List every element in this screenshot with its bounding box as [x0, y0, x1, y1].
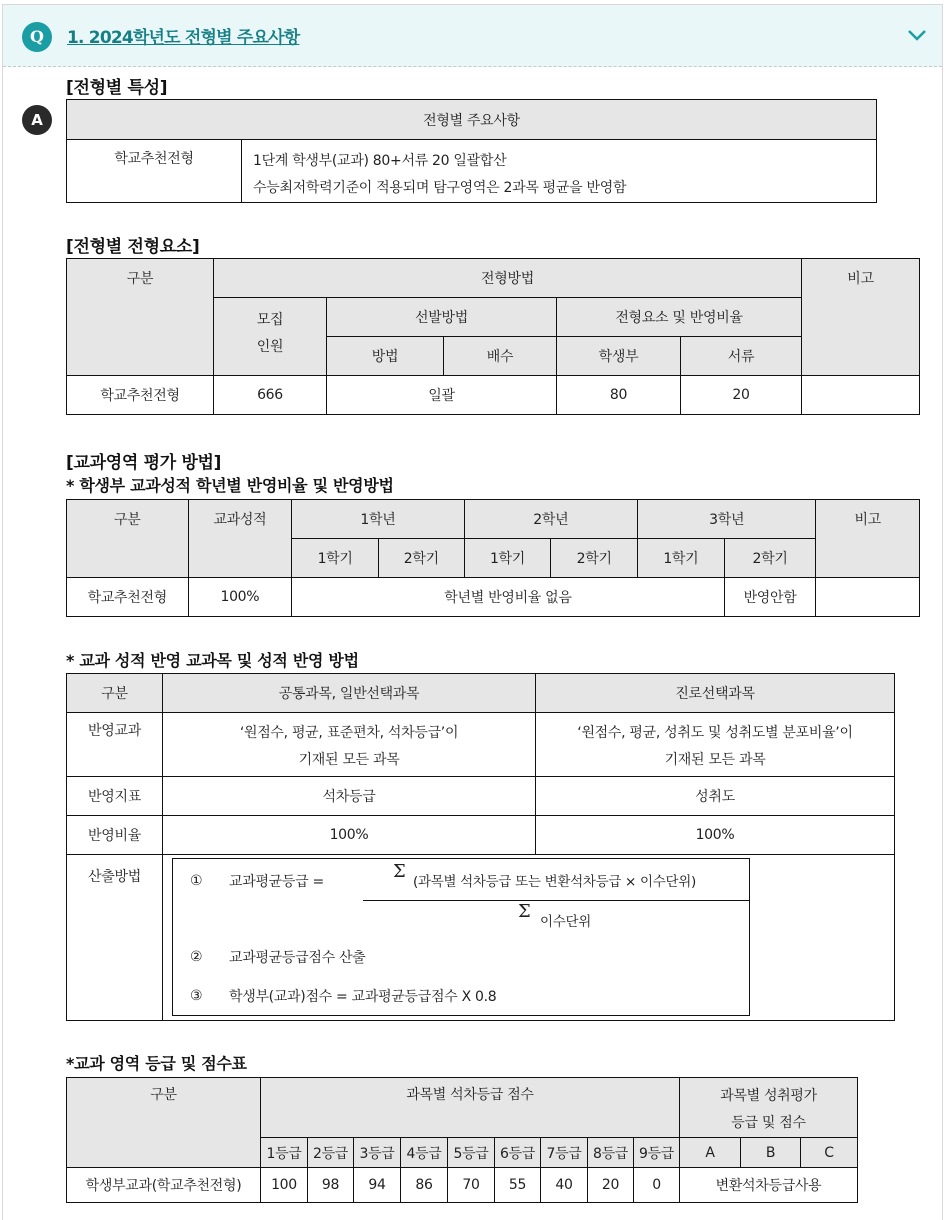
col-elements: 전형요소 및 반영비율	[557, 298, 802, 337]
col-common: 공통과목, 일반선택과목	[163, 674, 536, 713]
col-grade: 5등급	[448, 1138, 495, 1168]
col-achieve	[680, 1078, 858, 1138]
grade-score: 55	[495, 1168, 541, 1203]
career-subjects	[536, 713, 895, 777]
col-achieve-level: B	[741, 1138, 801, 1168]
section-title-characteristics: [전형별 특성]	[66, 78, 168, 98]
col-gubun: 구분	[67, 674, 163, 713]
docs-ratio: 20	[681, 376, 802, 415]
elements-table	[66, 258, 920, 415]
table-header: 전형별 주요사항	[67, 100, 877, 140]
col-semester: 2학기	[551, 539, 638, 578]
col-gubun: 구분	[67, 500, 189, 578]
career-index: 성취도	[536, 777, 895, 816]
row-label: 반영비율	[67, 816, 163, 855]
table-row	[67, 816, 895, 855]
table-row	[67, 777, 895, 816]
sigma-icon: Σ	[518, 901, 531, 922]
col-semester: 1학기	[292, 539, 379, 578]
col-grade: 2등급	[308, 1138, 354, 1168]
grade-score: 0	[634, 1168, 680, 1203]
calc-cell	[163, 855, 895, 1021]
subtitle-grade-table: *교과 영역 등급 및 점수표	[66, 1054, 247, 1073]
col-grade: 1등급	[261, 1138, 308, 1168]
step-number: ②	[190, 949, 203, 965]
col-recruit-line: 인원	[256, 339, 284, 355]
section-title-evaluation: [교과영역 평가 방법]	[66, 453, 222, 473]
col-grade: 6등급	[495, 1138, 541, 1168]
row-label: 산출방법	[67, 855, 163, 1021]
characteristics-table	[66, 99, 877, 203]
section-title-elements: [전형별 전형요소]	[66, 237, 200, 257]
formula-lhs: 교과평균등급 =	[229, 874, 324, 890]
col-grade: 8등급	[588, 1138, 634, 1168]
row-label: 학교추천전형	[67, 140, 242, 203]
grade-score: 40	[541, 1168, 588, 1203]
table-row	[67, 713, 895, 777]
col-select-multiple: 배수	[444, 337, 557, 376]
col-achieve-level: C	[801, 1138, 858, 1168]
recruit-count: 666	[214, 376, 327, 415]
step-2-text: 교과평균등급점수 산출	[229, 950, 366, 966]
col-grade: 9등급	[634, 1138, 680, 1168]
formula-numerator: (과목별 석차등급 또는 변환석차등급 × 이수단위)	[413, 874, 696, 890]
col-semester: 1학기	[464, 539, 551, 578]
characteristics-cell	[242, 140, 877, 203]
year-ratio-table	[66, 499, 920, 617]
question-header[interactable]	[3, 5, 942, 67]
common-line: 기재된 모든 과목	[298, 752, 400, 768]
col-grade: 7등급	[541, 1138, 588, 1168]
col-semester: 1학기	[638, 539, 725, 578]
a-badge-icon: A	[22, 105, 52, 135]
note-cell	[802, 376, 920, 415]
characteristics-line: 1단계 학생부(교과) 80+서류 20 일괄합산	[253, 153, 507, 169]
row-label: 학교추천전형	[67, 578, 189, 617]
grade-score: 98	[308, 1168, 354, 1203]
subtitle-subjects: * 교과 성적 반영 교과목 및 성적 반영 방법	[66, 651, 359, 670]
col-note: 비고	[802, 259, 920, 376]
common-ratio: 100%	[163, 816, 536, 855]
row-label: 학생부교과(학교추천전형)	[67, 1168, 261, 1203]
grade-score: 70	[448, 1168, 495, 1203]
col-achieve-line: 과목별 성취평가	[720, 1088, 817, 1104]
step-number: ①	[190, 873, 203, 889]
year-ratio: 학년별 반영비율 없음	[292, 578, 724, 617]
table-row	[67, 1168, 858, 1203]
col-semester: 2학기	[378, 539, 464, 578]
row-label: 반영지표	[67, 777, 163, 816]
col-grades: 교과성적	[188, 500, 292, 578]
grade-score: 20	[588, 1168, 634, 1203]
grade-score: 100	[261, 1168, 308, 1203]
col-semester: 2학기	[724, 539, 816, 578]
col-select: 선발방법	[327, 298, 557, 337]
subjects-table	[66, 673, 895, 1021]
row-label: 반영교과	[67, 713, 163, 777]
col-recruit-line: 모집	[256, 312, 284, 328]
col-grade: 4등급	[401, 1138, 448, 1168]
col-recruit	[214, 298, 327, 376]
select-method: 일괄	[327, 376, 557, 415]
col-select-method: 방법	[327, 337, 444, 376]
col-docs: 서류	[681, 337, 802, 376]
col-record: 학생부	[557, 337, 681, 376]
record-ratio: 80	[557, 376, 681, 415]
subtitle-year-ratio: * 학생부 교과성적 학년별 반영비율 및 반영방법	[66, 476, 394, 495]
col-career: 진로선택과목	[536, 674, 895, 713]
col-achieve-line: 등급 및 점수	[731, 1115, 806, 1131]
col-gubun: 구분	[67, 259, 214, 376]
achieve-score: 변환석차등급사용	[680, 1168, 858, 1203]
table-row	[67, 855, 895, 1021]
col-method: 전형방법	[214, 259, 802, 298]
step-number: ③	[190, 988, 203, 1004]
last-semester: 반영안함	[724, 578, 816, 617]
characteristics-line: 수능최저학력기준이 적용되며 탐구영역은 2과목 평균을 반영함	[253, 180, 627, 196]
career-ratio: 100%	[536, 816, 895, 855]
career-line: ‘원점수, 평균, 성취도 및 성취도별 분포비율’이	[577, 725, 853, 741]
fraction-line	[363, 900, 749, 901]
col-note: 비고	[816, 500, 920, 578]
grade-score: 94	[354, 1168, 401, 1203]
col-year-1: 1학년	[292, 500, 464, 539]
common-line: ‘원점수, 평균, 표준편차, 석차등급’이	[239, 725, 459, 741]
grades-ratio: 100%	[188, 578, 292, 617]
col-year-3: 3학년	[638, 500, 816, 539]
table-row	[67, 376, 920, 415]
col-gubun: 구분	[67, 1078, 261, 1168]
table-row	[67, 578, 920, 617]
grade-score: 86	[401, 1168, 448, 1203]
col-year-2: 2학년	[464, 500, 637, 539]
sigma-icon: Σ	[393, 861, 406, 882]
grade-score-table	[66, 1077, 858, 1203]
common-index: 석차등급	[163, 777, 536, 816]
row-label: 학교추천전형	[67, 376, 214, 415]
col-rank-score: 과목별 석차등급 점수	[261, 1078, 680, 1138]
step-3-text: 학생부(교과)점수 = 교과평균등급점수 X 0.8	[229, 989, 497, 1005]
note-cell	[816, 578, 920, 617]
formula-denominator: 이수단위	[540, 914, 591, 930]
q-badge-icon: Q	[22, 22, 52, 52]
col-achieve-level: A	[680, 1138, 741, 1168]
question-title-link[interactable]: 1. 2024학년도 전형별 주요사항	[67, 28, 300, 48]
common-subjects	[163, 713, 536, 777]
formula-box	[172, 858, 750, 1016]
chevron-down-icon[interactable]	[906, 26, 928, 44]
col-grade: 3등급	[354, 1138, 401, 1168]
career-line: 기재된 모든 과목	[664, 752, 766, 768]
